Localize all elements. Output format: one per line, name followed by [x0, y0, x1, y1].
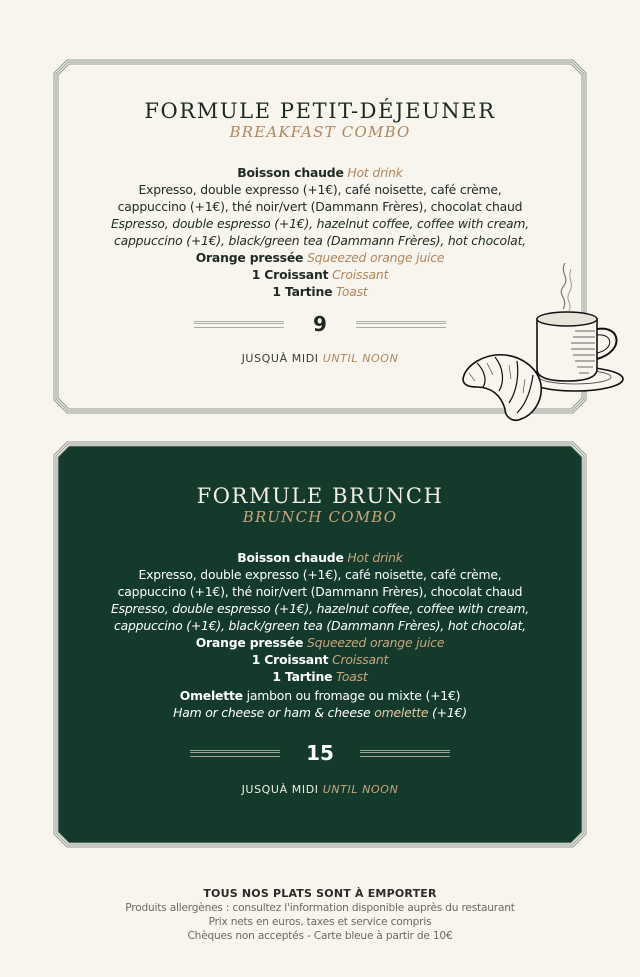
omelette-fr-bold: Omelette: [179, 688, 243, 703]
juice-fr: Orange pressée: [195, 635, 304, 650]
hot-drink-en: Hot drink: [347, 165, 403, 180]
menu-footer: [0, 886, 640, 943]
drinks-en-line-2: cappuccino (+1€), black/green tea (Dammann Frères), hot chocolat,: [114, 233, 526, 248]
hot-drink-heading: [53, 549, 587, 566]
divider-left: [190, 750, 280, 757]
breakfast-title: FORMULE PETIT-DÉJEUNER: [144, 99, 496, 123]
brunch-combo-card: [53, 441, 587, 848]
toast-en: Toast: [336, 669, 368, 684]
until-en: UNTIL NOON: [322, 783, 399, 796]
takeaway-notice: TOUS NOS PLATS SONT À EMPORTER: [203, 887, 437, 900]
croissant-item: [53, 651, 587, 668]
allergen-notice: Produits allergènes : consultez l'information disponible auprès du restaurant: [125, 902, 515, 914]
hot-drink-en: Hot drink: [347, 550, 403, 565]
omelette-item-fr: [53, 687, 587, 704]
price-notice: Prix nets en euros, taxes et service compris: [208, 916, 432, 928]
brunch-title: FORMULE BRUNCH: [196, 484, 444, 508]
until-fr: JUSQUÀ MIDI: [241, 783, 319, 796]
juice-fr: Orange pressée: [195, 250, 304, 265]
coffee-cup-and-croissant-illustration: [455, 255, 630, 430]
hot-drink-fr: Boisson chaude: [237, 165, 344, 180]
payment-notice: Chèques non acceptés - Carte bleue à partir de 10€: [187, 930, 453, 942]
toast-fr: 1 Tartine: [272, 669, 333, 684]
croissant-en: Croissant: [332, 652, 389, 667]
omelette-fr-rest: jambon ou fromage ou mixte (+1€): [246, 688, 461, 703]
divider-right: [356, 321, 446, 328]
omelette-item-en: [53, 704, 587, 721]
juice-en: Squeezed orange juice: [307, 635, 445, 650]
croissant-fr: 1 Croissant: [251, 652, 329, 667]
drinks-en-line-1: Espresso, double espresso (+1€), hazelnut coffee, coffee with cream,: [110, 601, 529, 616]
hot-drink-fr: Boisson chaude: [237, 550, 344, 565]
toast-en: Toast: [336, 284, 368, 299]
until-en: UNTIL NOON: [322, 352, 399, 365]
drinks-fr-line-2: cappuccino (+1€), thé noir/vert (Dammann Frères), chocolat chaud: [117, 584, 523, 599]
toast-fr: 1 Tartine: [272, 284, 333, 299]
drinks-en-line-2: cappuccino (+1€), black/green tea (Dammann Frères), hot chocolat,: [114, 618, 526, 633]
hot-drink-heading: [53, 164, 587, 181]
breakfast-price: 9: [313, 312, 327, 336]
juice-en: Squeezed orange juice: [307, 250, 445, 265]
divider-left: [194, 321, 284, 328]
brunch-price-row: [53, 741, 587, 765]
toast-item: [53, 668, 587, 685]
omelette-en-word: omelette: [374, 705, 429, 720]
breakfast-subtitle: BREAKFAST COMBO: [229, 123, 411, 141]
drinks-en-line-1: Espresso, double espresso (+1€), hazelnut coffee, coffee with cream,: [110, 216, 529, 231]
croissant-fr: 1 Croissant: [251, 267, 329, 282]
brunch-availability: [53, 783, 587, 796]
omelette-en-pre: Ham or cheese or ham & cheese: [173, 705, 371, 720]
drinks-fr-line-1: Expresso, double expresso (+1€), café noisette, café crème,: [138, 567, 502, 582]
drinks-fr-line-2: cappuccino (+1€), thé noir/vert (Dammann Frères), chocolat chaud: [117, 199, 523, 214]
drinks-fr-line-1: Expresso, double expresso (+1€), café noisette, café crème,: [138, 182, 502, 197]
divider-right: [360, 750, 450, 757]
brunch-price: 15: [306, 741, 334, 765]
brunch-subtitle: BRUNCH COMBO: [242, 508, 398, 526]
juice-item: [53, 634, 587, 651]
omelette-en-post: (+1€): [432, 705, 467, 720]
until-fr: JUSQUÀ MIDI: [241, 352, 319, 365]
croissant-en: Croissant: [332, 267, 389, 282]
